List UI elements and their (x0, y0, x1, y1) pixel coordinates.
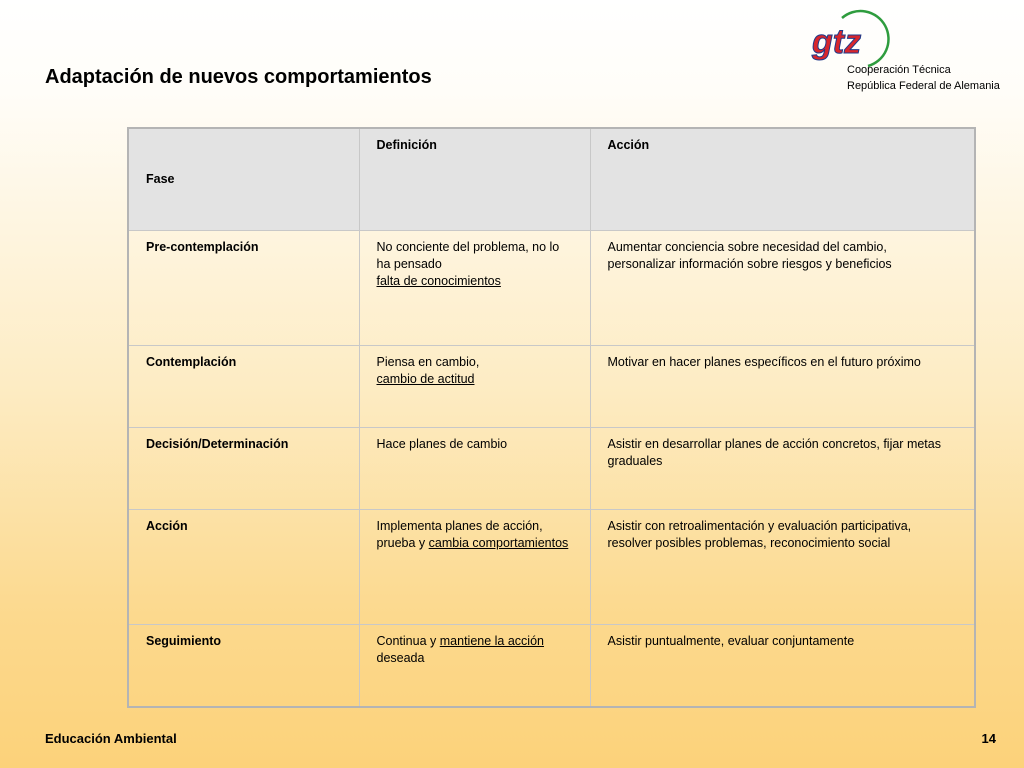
definition-cell (359, 346, 590, 428)
gtz-logo (808, 8, 1018, 98)
stages-of-change-table (127, 127, 976, 708)
page-number: 14 (981, 731, 996, 746)
definition-text: No conciente del problema, no lo ha pensado (376, 240, 560, 271)
definition-text-after: deseada (376, 651, 425, 665)
header-definicion: Definición (359, 128, 590, 231)
logo-caption-line2: República Federal de Alemania (847, 80, 1000, 92)
definition-underlined: falta de conocimientos (376, 274, 501, 288)
table-row (128, 231, 975, 346)
table-row (128, 428, 975, 510)
table-row (128, 510, 975, 625)
action-cell: Motivar en hacer planes específicos en el futuro próximo (590, 346, 975, 428)
definition-cell (359, 428, 590, 510)
table-row (128, 346, 975, 428)
definition-cell (359, 231, 590, 346)
footer-course-title: Educación Ambiental (45, 731, 177, 746)
phase-cell: Pre-contemplación (128, 231, 359, 346)
definition-underlined: cambia comportamientos (428, 536, 569, 550)
phase-cell: Contemplación (128, 346, 359, 428)
definition-text: Piensa en cambio, (376, 355, 480, 369)
table-row (128, 625, 975, 708)
slide-title: Adaptación de nuevos comportamientos (45, 66, 432, 88)
definition-underlined: mantiene la acción (439, 634, 544, 648)
definition-underlined: cambio de actitud (376, 372, 475, 386)
action-cell: Asistir en desarrollar planes de acción concretos, fijar metas graduales (590, 428, 975, 510)
definition-cell (359, 625, 590, 708)
definition-cell (359, 510, 590, 625)
phase-cell: Acción (128, 510, 359, 625)
action-cell: Aumentar conciencia sobre necesidad del cambio, personalizar información sobre riesgos y beneficios (590, 231, 975, 346)
phase-cell: Seguimiento (128, 625, 359, 708)
action-cell: Asistir con retroalimentación y evaluación participativa, resolver posibles problemas, reconocimiento social (590, 510, 975, 625)
action-cell: Asistir puntualmente, evaluar conjuntamente (590, 625, 975, 708)
definition-text: Implementa planes de acción, prueba y (376, 519, 543, 550)
table-header-row (128, 128, 975, 231)
header-accion: Acción (590, 128, 975, 231)
header-fase: Fase (128, 128, 359, 231)
phase-cell: Decisión/Determinación (128, 428, 359, 510)
gtz-logo-mark: gtz (812, 23, 862, 61)
definition-text: Hace planes de cambio (376, 437, 508, 451)
definition-text: Continua y (376, 634, 437, 648)
gtz-logo-icon (808, 8, 898, 72)
logo-caption-line1: Cooperación Técnica (847, 64, 951, 76)
